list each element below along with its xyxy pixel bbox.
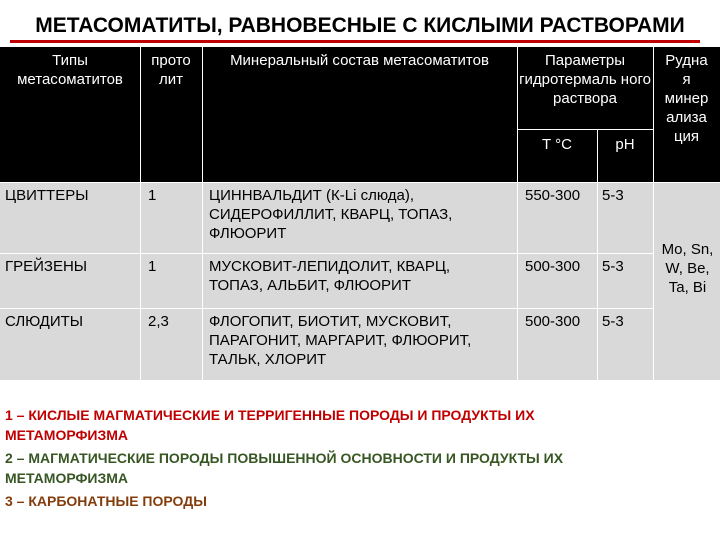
header-ore: Рудна я минер ализа ция bbox=[653, 47, 720, 182]
row1-minerals: ЦИННВАЛЬДИТ (К-Li слюда), СИДЕРОФИЛЛИТ, КВАРЦ, ТОПАЗ, ФЛЮОРИТ bbox=[202, 182, 517, 253]
row3-type: СЛЮДИТЫ bbox=[0, 308, 140, 380]
header-minerals: Минеральный состав метасоматитов bbox=[202, 47, 517, 182]
row1-protolith: 1 bbox=[140, 182, 202, 253]
grid-line bbox=[517, 129, 653, 130]
header-params: Параметры гидротермаль ного раствора bbox=[517, 47, 653, 129]
row1-temp: 550-300 bbox=[517, 182, 597, 253]
header-type: Типы метасоматитов bbox=[0, 47, 140, 182]
row3-minerals: ФЛОГОПИТ, БИОТИТ, МУСКОВИТ, ПАРАГОНИТ, МАРГАРИТ, ФЛЮОРИТ, ТАЛЬК, ХЛОРИТ bbox=[202, 308, 517, 380]
header-temp: T °C bbox=[517, 129, 597, 182]
row3-temp: 500-300 bbox=[517, 308, 597, 380]
row2-type: ГРЕЙЗЕНЫ bbox=[0, 253, 140, 308]
page-title: МЕТАСОМАТИТЫ, РАВНОВЕСНЫЕ С КИСЛЫМИ РАСТВОРАМИ bbox=[35, 14, 685, 37]
grid-line bbox=[140, 47, 141, 380]
note-3: 3 – КАРБОНАТНЫЕ ПОРОДЫ bbox=[5, 493, 207, 509]
grid-line bbox=[0, 308, 653, 309]
header-protolith: прото лит bbox=[140, 47, 202, 182]
row3-ph: 5-3 bbox=[597, 308, 653, 380]
row2-temp: 500-300 bbox=[517, 253, 597, 308]
row2-ph: 5-3 bbox=[597, 253, 653, 308]
header-ph: pH bbox=[597, 129, 653, 182]
row3-protolith: 2,3 bbox=[140, 308, 202, 380]
grid-line bbox=[597, 129, 598, 380]
note-1: 1 – КИСЛЫЕ МАГМАТИЧЕСКИЕ И ТЕРРИГЕННЫЕ ПОРОДЫ И ПРОДУКТЫ ИХ МЕТАМОРФИЗМА bbox=[5, 407, 535, 443]
grid-line bbox=[0, 182, 720, 183]
row1-type: ЦВИТТЕРЫ bbox=[0, 182, 140, 253]
ore-mineralization: Mo, Sn, W, Be, Ta, Bi bbox=[653, 182, 720, 380]
grid-line bbox=[653, 47, 654, 380]
note-2: 2 – МАГМАТИЧЕСКИЕ ПОРОДЫ ПОВЫШЕННОЙ ОСНОВНОСТИ И ПРОДУКТЫ ИХ МЕТАМОРФИЗМА bbox=[5, 450, 564, 486]
row2-protolith: 1 bbox=[140, 253, 202, 308]
grid-line bbox=[202, 47, 203, 380]
row1-ph: 5-3 bbox=[597, 182, 653, 253]
grid-line bbox=[517, 47, 518, 380]
row2-minerals: МУСКОВИТ-ЛЕПИДОЛИТ, КВАРЦ, ТОПАЗ, АЛЬБИТ, ФЛЮОРИТ bbox=[202, 253, 517, 308]
grid-line bbox=[0, 253, 653, 254]
title-underline bbox=[10, 40, 700, 43]
